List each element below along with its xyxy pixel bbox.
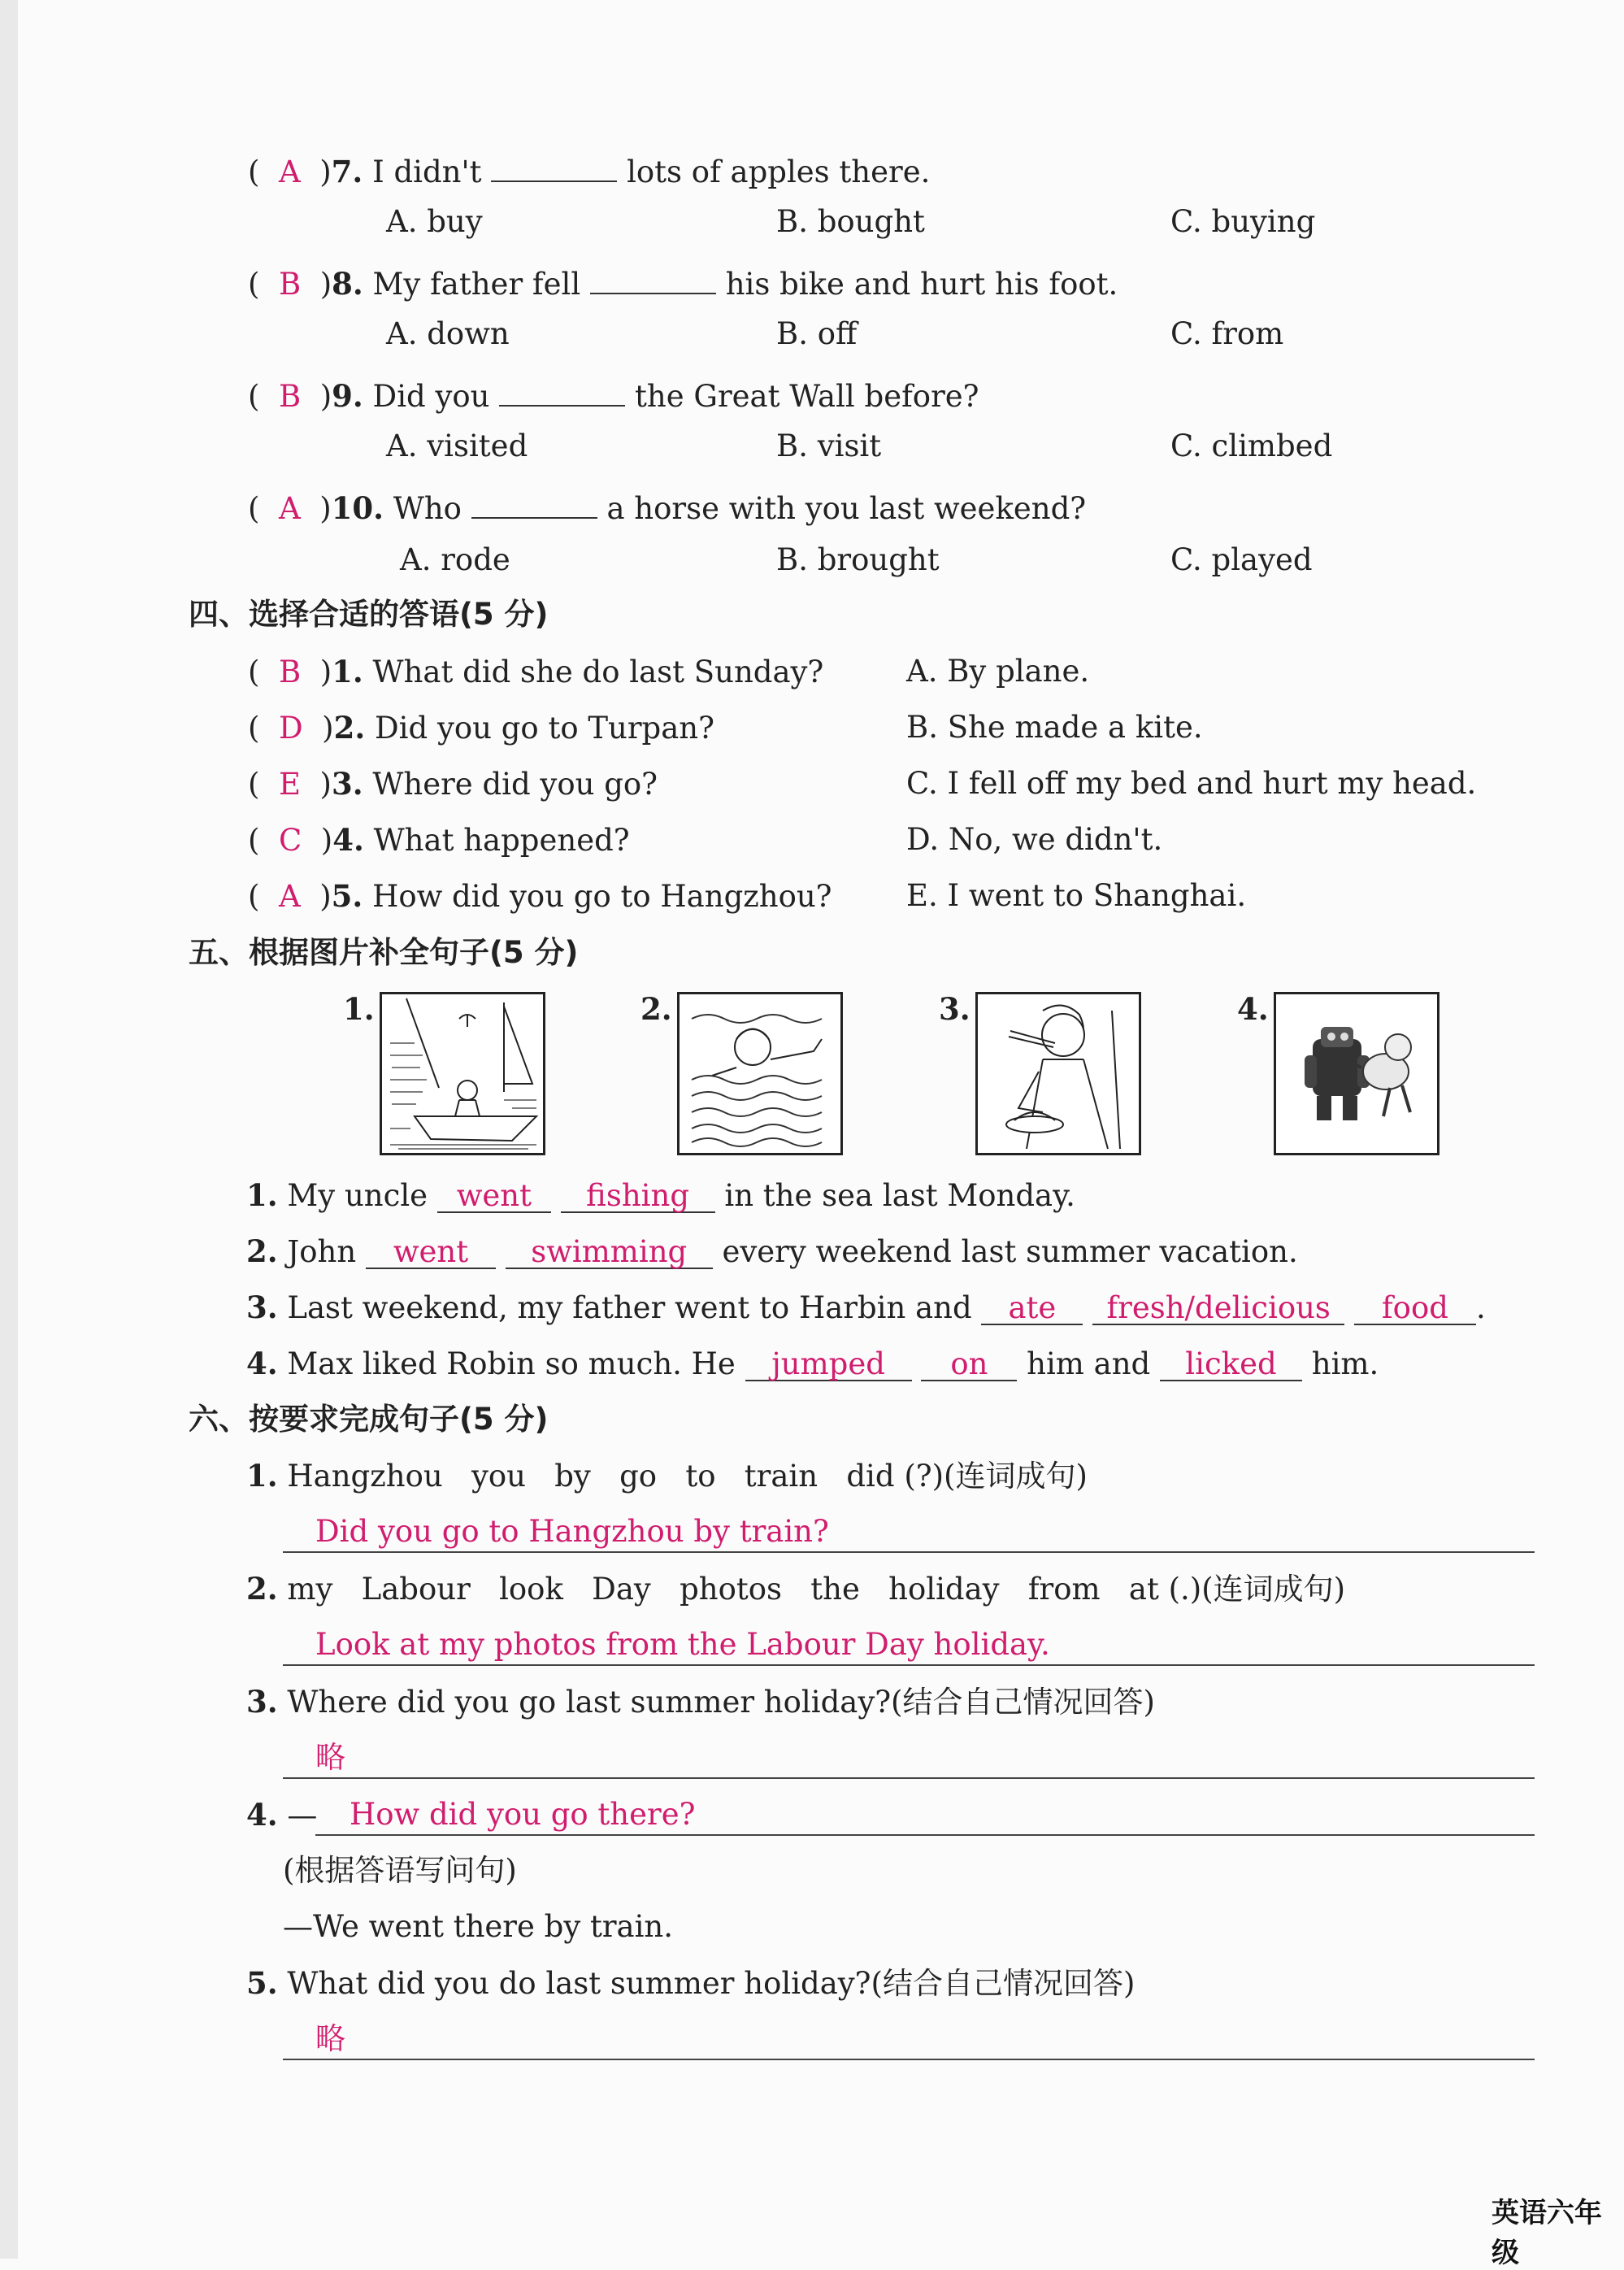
answer-blank[interactable]: went bbox=[366, 1232, 496, 1269]
answer-blank[interactable]: jumped bbox=[745, 1344, 912, 1381]
option-a: A. buy bbox=[386, 204, 483, 239]
option-c: C. climbed bbox=[1170, 428, 1333, 463]
answer-letter: A bbox=[278, 154, 301, 189]
option-b: B. bought bbox=[776, 204, 925, 239]
picture-label-4: 4. bbox=[1237, 991, 1269, 1027]
answer-line[interactable] bbox=[283, 1551, 1535, 1553]
answer-blank[interactable]: ate bbox=[981, 1288, 1083, 1325]
option-b: B. brought bbox=[776, 542, 940, 577]
reply-option: B. She made a kite. bbox=[906, 710, 1203, 745]
answer-line[interactable] bbox=[283, 1664, 1535, 1666]
section-title-part6: 六、按要求完成句子(5 分) bbox=[189, 1402, 549, 1437]
section-title-part4: 四、选择合适的答语(5 分) bbox=[189, 597, 549, 632]
option-a: A. down bbox=[386, 316, 510, 351]
part6-answer-5: 略 bbox=[315, 2021, 345, 2056]
part5-sentence-3: 3. Last weekend, my father went to Harbin and ate fresh/delicious food . bbox=[246, 1289, 1486, 1325]
swimming-picture bbox=[677, 992, 843, 1155]
option-b: B. visit bbox=[776, 428, 882, 463]
part6-question-1: 1. Hangzhou you by go to train did (?)(连词成句) bbox=[246, 1458, 1088, 1494]
answer-letter: C bbox=[278, 823, 302, 858]
fishing-boat-icon bbox=[382, 994, 543, 1153]
answer-blank[interactable]: swimming bbox=[506, 1232, 713, 1269]
part6-question-4: 4. — bbox=[246, 1797, 318, 1833]
answer-blank[interactable]: fresh/delicious bbox=[1092, 1288, 1344, 1325]
part6-note-4: (根据答语写问句) bbox=[283, 1853, 517, 1888]
option-c: C. buying bbox=[1170, 204, 1316, 239]
answer-blank[interactable]: on bbox=[921, 1344, 1017, 1381]
answer-line[interactable] bbox=[315, 1834, 1535, 1836]
robot-and-dog-icon bbox=[1276, 994, 1437, 1153]
reply-option: E. I went to Shanghai. bbox=[906, 878, 1247, 913]
part6-reply-4: —We went there by train. bbox=[283, 1909, 674, 1944]
picture-label-3: 3. bbox=[939, 991, 970, 1027]
answer-letter: B bbox=[278, 379, 302, 414]
robot-dog-picture bbox=[1274, 992, 1439, 1155]
answer-blank[interactable]: licked bbox=[1160, 1344, 1302, 1381]
answer-letter: B bbox=[278, 267, 302, 302]
part6-question-5: 5. What did you do last summer holiday?(结合自己情况回答) bbox=[246, 1965, 1135, 2001]
part5-sentence-4: 4. Max liked Robin so much. He jumped on him and licked him. bbox=[246, 1346, 1379, 1381]
reply-option: C. I fell off my bed and hurt my head. bbox=[906, 766, 1477, 801]
answer-letter: E bbox=[278, 767, 301, 802]
answer-blank[interactable] bbox=[499, 369, 625, 407]
answer-blank[interactable]: went bbox=[437, 1176, 551, 1213]
part6-answer-2: Look at my photos from the Labour Day holiday. bbox=[315, 1627, 1050, 1662]
option-a: A. rode bbox=[400, 542, 510, 577]
part6-answer-1: Did you go to Hangzhou by train? bbox=[315, 1514, 829, 1549]
answer-blank[interactable] bbox=[590, 257, 716, 294]
answer-blank[interactable] bbox=[471, 481, 597, 519]
reply-option: D. No, we didn't. bbox=[906, 822, 1163, 857]
answer-blank[interactable]: food bbox=[1354, 1288, 1476, 1325]
answer-blank[interactable] bbox=[491, 145, 617, 182]
answer-line[interactable] bbox=[283, 2059, 1535, 2060]
section-title-part5: 五、根据图片补全句子(5 分) bbox=[189, 935, 579, 970]
picture-label-1: 1. bbox=[343, 991, 375, 1027]
part6-question-2: 2. my Labour look Day photos the holiday from at (.)(连词成句) bbox=[246, 1571, 1346, 1607]
eating-picture bbox=[975, 992, 1141, 1155]
part5-sentence-2: 2. John went swimming every weekend last summer vacation. bbox=[246, 1233, 1298, 1269]
picture-label-2: 2. bbox=[640, 991, 672, 1027]
option-c: C. from bbox=[1170, 316, 1284, 351]
answer-letter: D bbox=[278, 711, 303, 746]
answer-letter: B bbox=[278, 654, 302, 689]
option-a: A. visited bbox=[386, 428, 528, 463]
option-c: C. played bbox=[1170, 542, 1313, 577]
reply-option: A. By plane. bbox=[906, 654, 1090, 689]
fishing-boat-picture bbox=[380, 992, 545, 1155]
man-eating-icon bbox=[978, 994, 1139, 1153]
part6-answer-3: 略 bbox=[315, 1740, 345, 1775]
part6-answer-4: How did you go there? bbox=[350, 1797, 696, 1832]
answer-line[interactable] bbox=[283, 1777, 1535, 1779]
answer-letter: A bbox=[278, 491, 301, 526]
page-edge bbox=[0, 0, 18, 2259]
footer-label: 英语六年级 bbox=[1492, 2197, 1602, 2269]
swimmer-icon bbox=[680, 994, 840, 1153]
answer-letter: A bbox=[278, 879, 301, 914]
part6-question-3: 3. Where did you go last summer holiday?(结合自己情况回答) bbox=[246, 1684, 1155, 1720]
part5-sentence-1: 1. My uncle went fishing in the sea last Monday. bbox=[246, 1177, 1075, 1213]
option-b: B. off bbox=[776, 316, 858, 351]
answer-blank[interactable]: fishing bbox=[561, 1176, 715, 1213]
